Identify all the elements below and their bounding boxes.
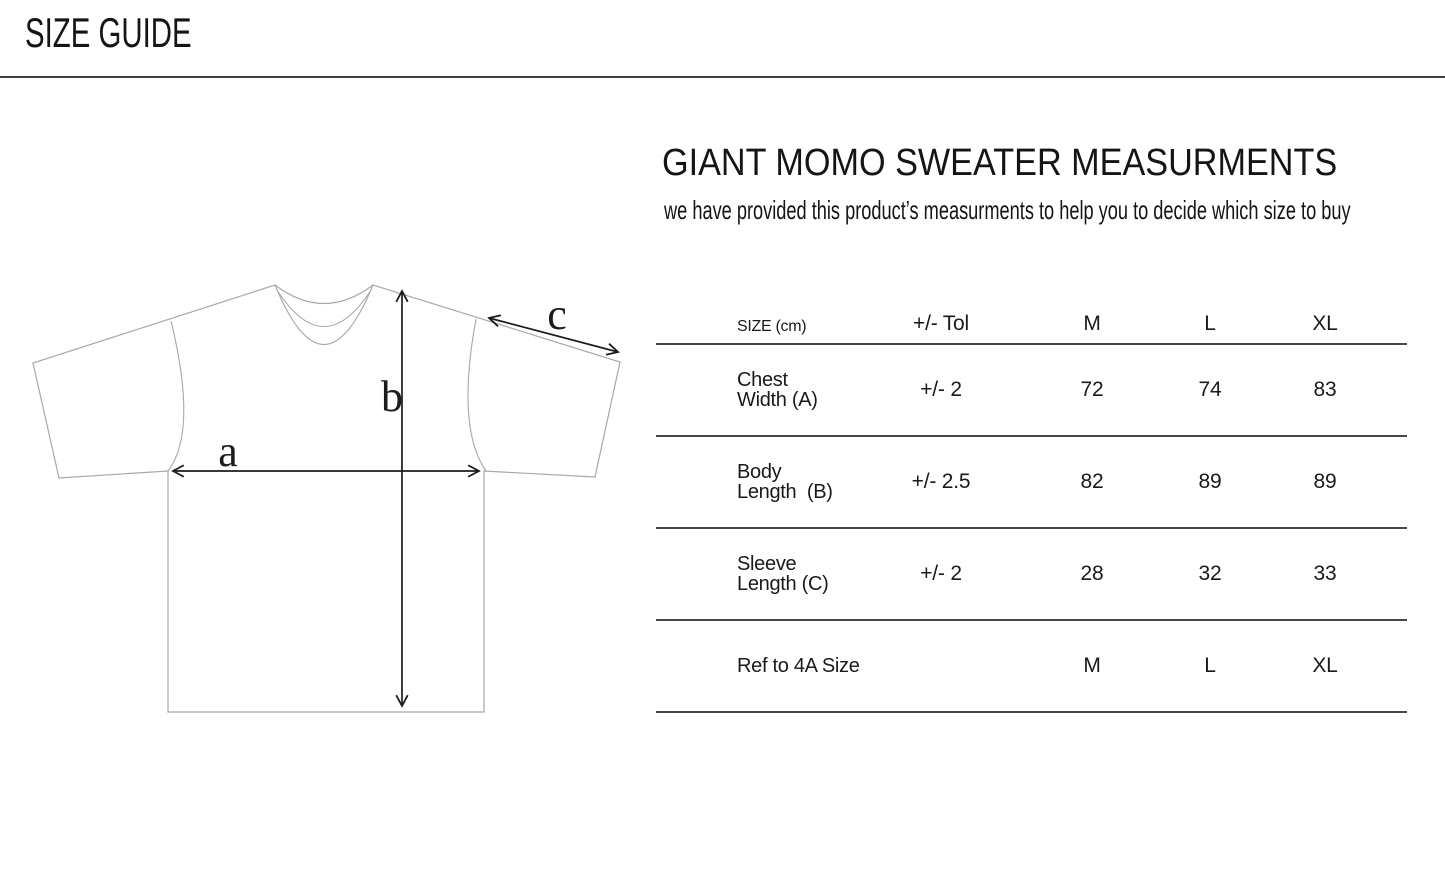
col-header-l: L [1204,312,1216,335]
value-m: 72 [1080,378,1104,401]
value-m: 28 [1080,562,1104,585]
row-label-line1: Ref to 4A Size [737,655,860,677]
value-l: 74 [1198,378,1222,401]
value-l: 89 [1198,470,1222,493]
col-header-size: SIZE (cm) [737,318,807,335]
row-label-line1: Sleeve [737,553,797,575]
table-header-row [656,295,1407,345]
measure-label-b: b [381,372,403,421]
size-table [656,295,1407,713]
row-label-line2: Width (A) [737,389,818,411]
value-m: 82 [1080,470,1104,493]
row-label [656,656,860,676]
value-xl: 33 [1313,562,1337,585]
measure-label-a: a [218,427,238,476]
col-header-xl: XL [1312,312,1338,335]
product-subtitle: we have provided this product’s measurments to help you to decide which size to buy [664,195,1351,225]
value-l: 32 [1198,562,1222,585]
row-label-line1: Body [737,461,782,483]
product-title: GIANT MOMO SWEATER MEASURMENTS [662,142,1338,184]
row-label [656,554,860,594]
right-armhole-seam [468,319,486,471]
garment-diagram [0,0,660,888]
value-xl: 83 [1313,378,1337,401]
tolerance-value: +/- 2 [920,378,962,401]
row-label [656,462,860,502]
page-title: SIZE GUIDE [25,9,192,56]
row-label-line2: Length (B) [737,481,833,503]
value-xl: 89 [1313,470,1337,493]
col-header-m: M [1083,312,1101,335]
table-row-body-length [656,437,1407,529]
col-header-tol: +/- Tol [913,312,969,335]
shirt-outline [33,285,620,712]
table-row-chest-width [656,345,1407,437]
measure-label-c: c [547,290,567,339]
tolerance-value: +/- 2.5 [911,470,971,493]
table-row-sleeve-length [656,529,1407,621]
tolerance-value: +/- 2 [920,562,962,585]
value-m: M [1083,654,1101,677]
row-label [656,370,860,410]
row-label-line1: Chest [737,369,788,391]
value-xl: XL [1312,654,1338,677]
row-label-line2: Length (C) [737,573,829,595]
table-row-ref-size [656,621,1407,713]
value-l: L [1204,654,1216,677]
left-armhole-seam [168,321,184,471]
